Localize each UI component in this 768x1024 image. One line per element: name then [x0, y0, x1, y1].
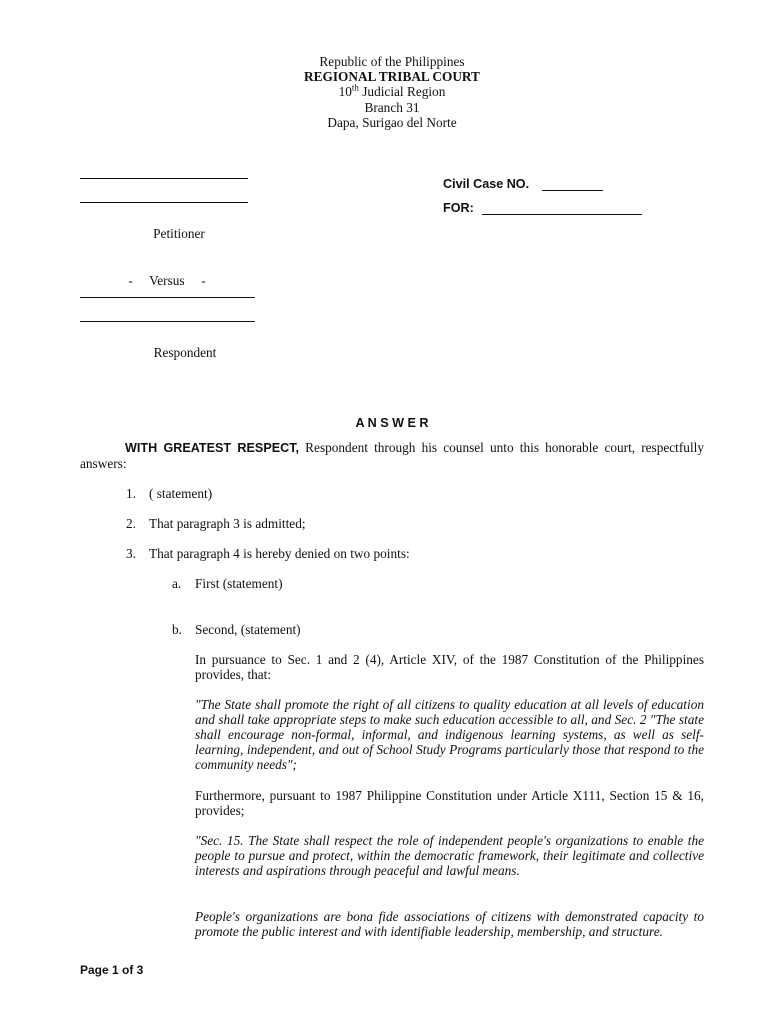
subitem-b-text: Second, (statement) [195, 622, 301, 637]
page-number: Page 1 of 3 [80, 963, 144, 977]
civil-case-number-line [542, 190, 603, 191]
subitem-a-letter: a. [172, 576, 182, 591]
item-2-text: That paragraph 3 is admitted; [149, 516, 306, 531]
header-judicial-region: 10th Judicial Region [338, 82, 446, 100]
subitem-a-text: First (statement) [195, 576, 283, 591]
for-label: FOR: [443, 201, 474, 215]
item-3-number: 3. [126, 546, 136, 561]
document-title: A N S W E R [355, 416, 429, 430]
furthermore-paragraph: Furthermore, pursuant to 1987 Philippine Constitution under Article X111, Section 15 & 16, provides; [195, 788, 704, 818]
intro-text: Respondent through his counsel unto this honorable court, respectfully answers: [80, 440, 704, 471]
item-3-text: That paragraph 4 is hereby denied on two points: [149, 546, 410, 561]
respondent-label: Respondent [153, 345, 217, 360]
intro-bold: WITH GREATEST RESPECT, [125, 441, 300, 455]
quote-sec-15: "Sec. 15. The State shall respect the role of independent people's organizations to enable the people to pursue and protect, within the democratic framework, their legitimate and collective interests and aspirations through peaceful and lawful means. [195, 833, 704, 878]
intro-paragraph [80, 440, 704, 471]
petitioner-line-1 [80, 178, 248, 179]
header-branch: Branch 31 [364, 99, 420, 115]
quote-peoples-organizations: People's organizations are bona fide associations of citizens with demonstrated capacity to promote the public interest and with identifiable leadership, membership, and structure. [195, 909, 704, 939]
item-1-number: 1. [126, 486, 136, 501]
versus-label: - Versus - [128, 273, 206, 288]
petitioner-line-2 [80, 202, 248, 203]
for-line [482, 214, 642, 215]
respondent-line-1 [80, 297, 255, 298]
header-location: Dapa, Surigao del Norte [327, 114, 457, 130]
subitem-b-letter: b. [172, 622, 182, 637]
petitioner-label: Petitioner [153, 226, 205, 241]
constitution-paragraph: In pursuance to Sec. 1 and 2 (4), Article XIV, of the 1987 Constitution of the Philippines provides, that: [195, 652, 704, 682]
court-header [0, 54, 768, 130]
header-republic: Republic of the Philippines [319, 54, 465, 69]
quote-education: "The State shall promote the right of all citizens to quality education at all levels of education and shall take appropriate steps to make such education accessible to all, and Sec. 2 "The state shall encourage non-formal, informal, and indigenous learning systems, as well as self-learning, independent, and out of School Study Programs particularly those that respond to the community needs"; [195, 697, 704, 772]
item-1-text: ( statement) [149, 486, 213, 501]
header-court-name: REGIONAL TRIBAL COURT [304, 69, 480, 85]
respondent-line-2 [80, 321, 255, 322]
civil-case-label: Civil Case NO. [443, 177, 530, 191]
item-2-number: 2. [126, 516, 136, 531]
